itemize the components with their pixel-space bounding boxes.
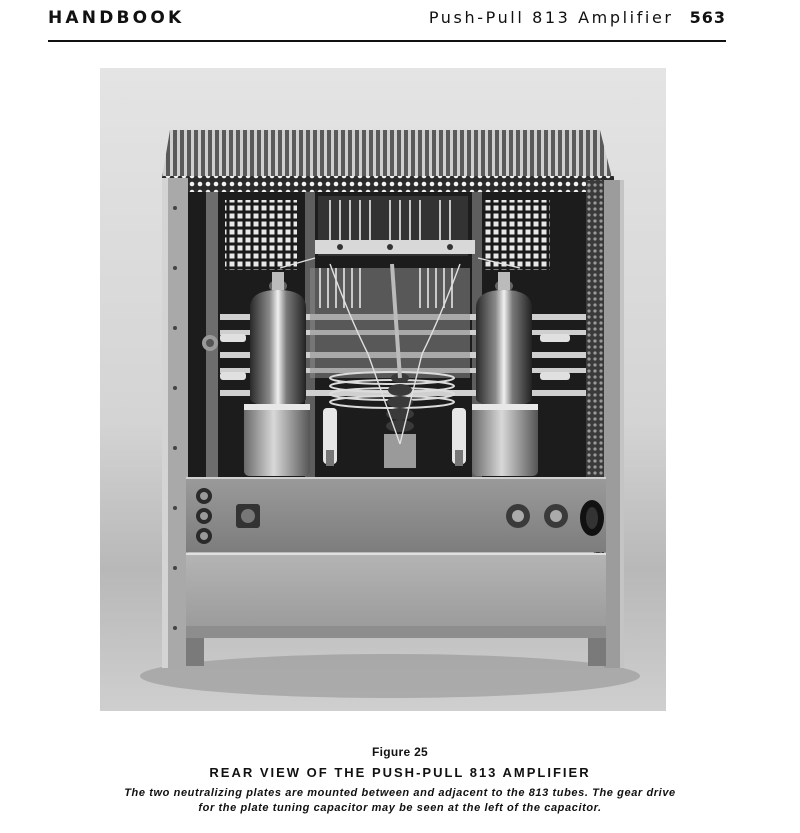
book-title: HANDBOOK (48, 8, 185, 28)
amplifier-photo (100, 68, 666, 711)
figure-caption-line-1: The two neutralizing plates are mounted between and adjacent to the 813 tubes. The gear drive (124, 787, 676, 799)
figure-caption-line-2: for the plate tuning capacitor may be seen at the left of the capacitor. (198, 802, 602, 814)
chapter-heading (429, 8, 726, 27)
figure-caption (40, 786, 760, 816)
page-number: 563 (689, 8, 726, 27)
figure-title: REAR VIEW OF THE PUSH-PULL 813 AMPLIFIER (209, 765, 591, 780)
section-title: Push-Pull 813 Amplifier (428, 8, 674, 27)
figure-label: Figure 25 (371, 745, 429, 759)
header-rule (48, 40, 726, 42)
page-header (48, 6, 726, 32)
